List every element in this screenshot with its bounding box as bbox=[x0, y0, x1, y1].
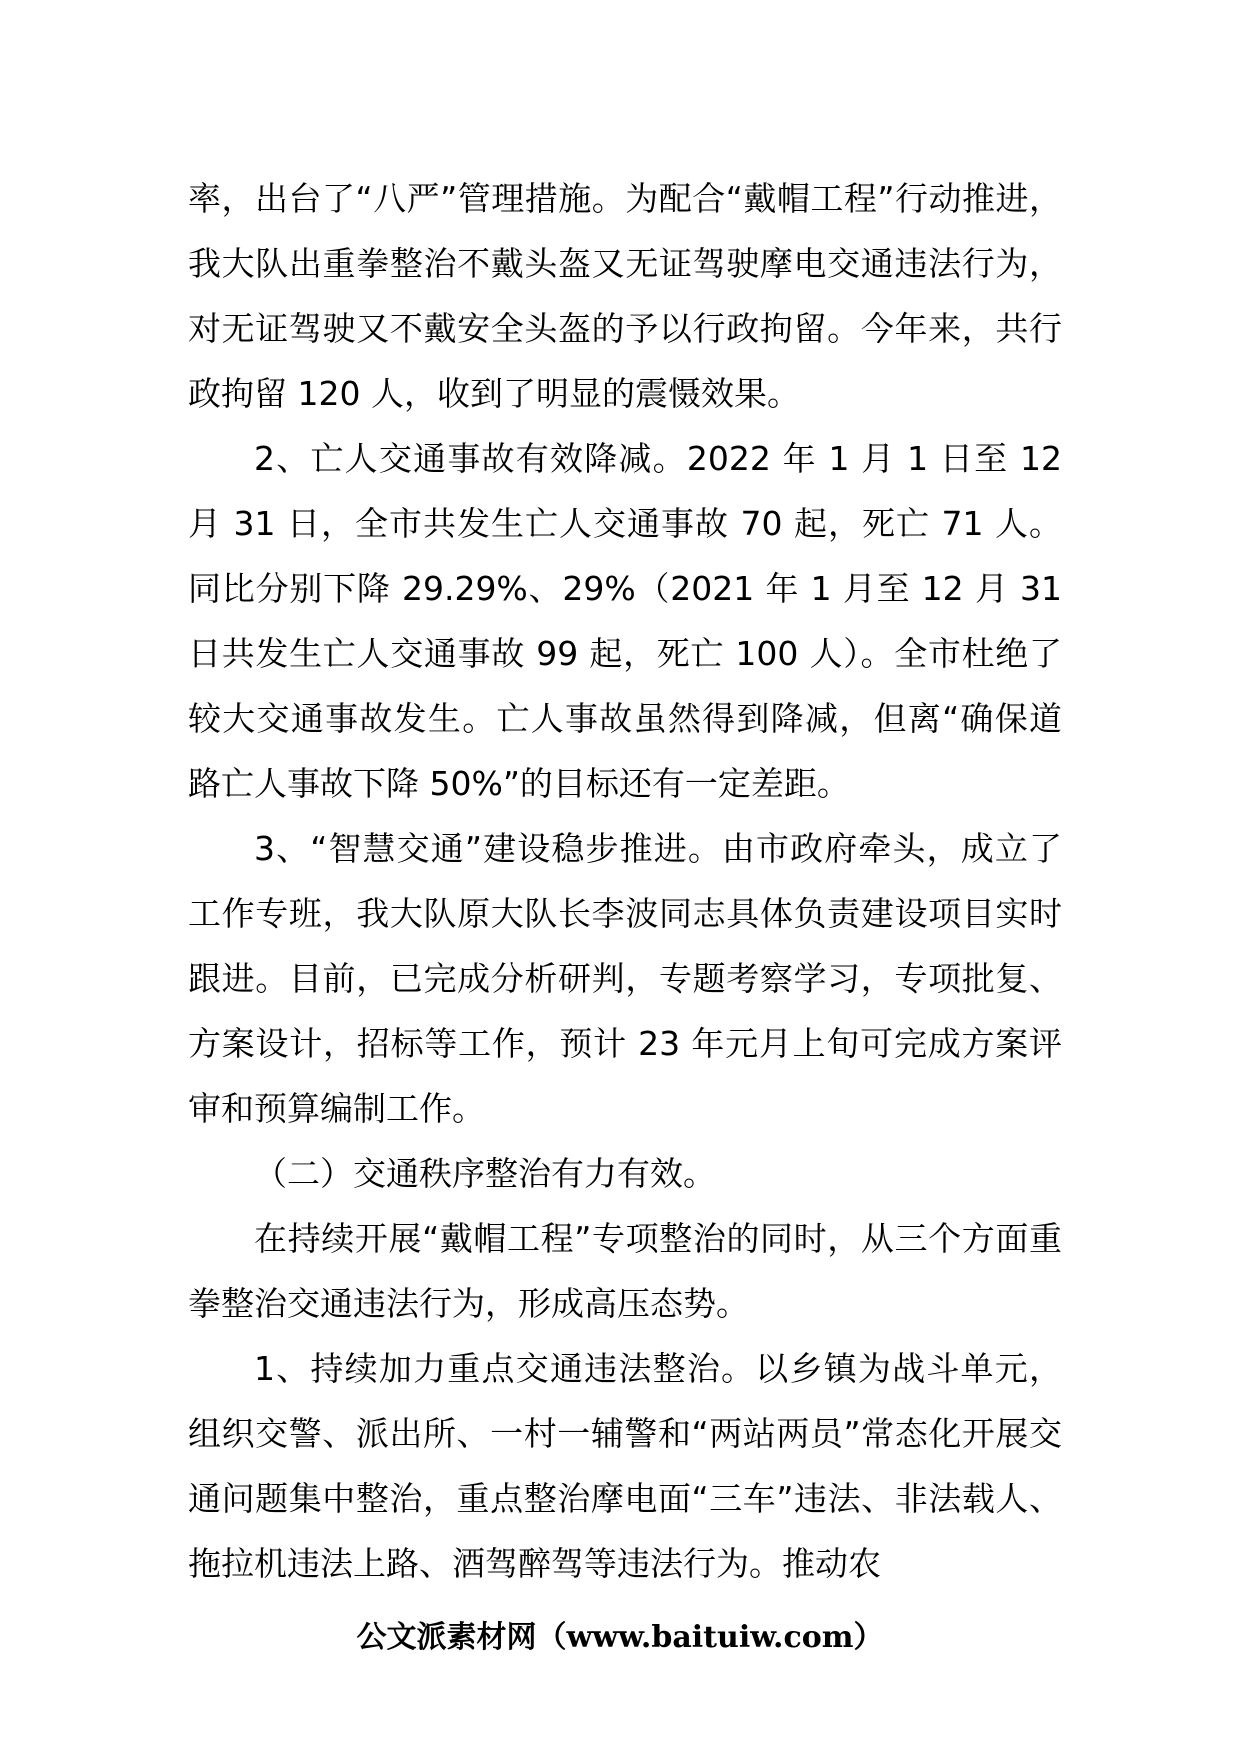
paragraph-continuation: 率，出台了“八严”管理措施。为配合“戴帽工程”行动推进，我大队出重拳整治不戴头盔又无证驾驶摩电交通违法行为，对无证驾驶又不戴安全头盔的予以行政拘留。今年来，共行政拘留 120 人，收到了明显的震慑效果。 bbox=[188, 179, 1062, 413]
footer-watermark: 公文派素材网（www.baituiw.com） bbox=[356, 1620, 884, 1655]
section-intro-paragraph: 在持续开展“戴帽工程”专项整治的同时，从三个方面重拳整治交通违法行为，形成高压态势。 bbox=[188, 1219, 1062, 1323]
paragraph-item-2: 2、亡人交通事故有效降减。2022 年 1 月 1 日至 12 月 31 日，全市共发生亡人交通事故 70 起，死亡 71 人。同比分别下降 29.29%、29%（2021 年 1 月至 12 月 31 日共发生亡人交通事故 99 起，死亡 100 人）。全市杜绝了较大交通事故发生。亡人事故虽然得到降减，但离“确保道路亡人事故下降 50%”的目标还有一定差距。 bbox=[188, 439, 1062, 803]
paragraph-item-3: 3、“智慧交通”建设稳步推进。由市政府牵头，成立了工作专班，我大队原大队长李波同志具体负责建设项目实时跟进。目前，已完成分析研判，专题考察学习，专项批复、方案设计，招标等工作，预计 23 年元月上旬可完成方案评审和预算编制工作。 bbox=[188, 829, 1062, 1128]
section-heading: （二）交通秩序整治有力有效。 bbox=[254, 1154, 716, 1193]
paragraph-item-1: 1、持续加力重点交通违法整治。以乡镇为战斗单元，组织交警、派出所、一村一辅警和“两站两员”常态化开展交通问题集中整治，重点整治摩电面“三车”违法、非法载人、拖拉机违法上路、酒驾醉驾等违法行为。推动农 bbox=[188, 1349, 1062, 1583]
document-body bbox=[188, 166, 1062, 1596]
